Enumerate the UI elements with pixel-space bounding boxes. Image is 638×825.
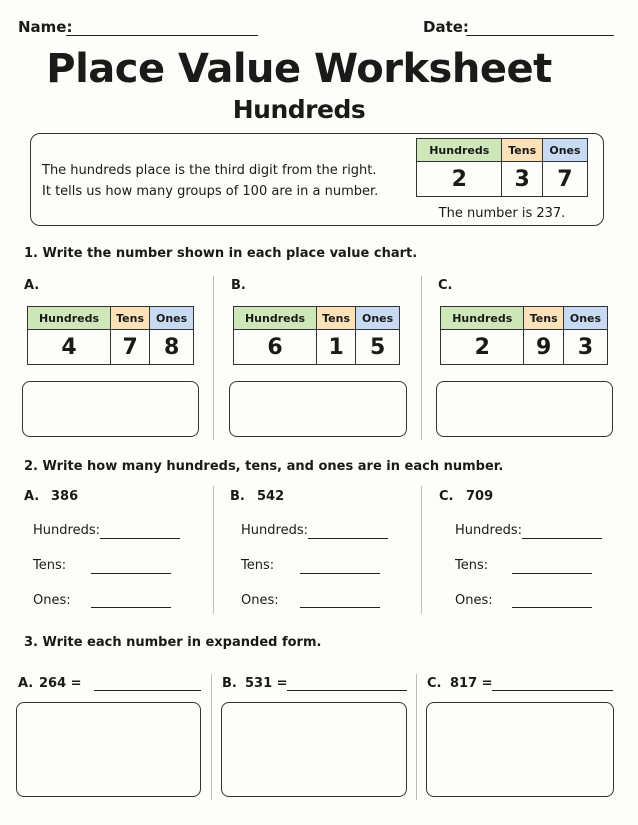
- q2-number-b: 542: [257, 489, 285, 504]
- q3-answer-line-c[interactable]: [492, 690, 613, 691]
- hundreds-header: Hundreds: [28, 307, 111, 330]
- q3-letter-c: C.: [427, 676, 442, 691]
- name-label: Name:: [18, 18, 73, 36]
- ones-answer-line-c[interactable]: [512, 607, 592, 608]
- intro-caption: The number is 237.: [438, 206, 566, 221]
- tens-header: Tens: [110, 307, 149, 330]
- tens-digit: 3: [502, 162, 542, 197]
- hundreds-digit: 4: [28, 330, 111, 365]
- q1-answer-box-a[interactable]: [22, 381, 199, 437]
- date-label: Date:: [423, 18, 469, 36]
- tens-label: Tens:: [241, 558, 275, 573]
- name-field[interactable]: [66, 35, 258, 36]
- ones-digit: 5: [356, 330, 400, 365]
- question-1-prompt: 1. Write the number shown in each place value chart.: [24, 246, 418, 261]
- q2-letter-a: A.: [24, 489, 40, 504]
- q3-letter-a: A.: [18, 676, 34, 691]
- column-divider: [213, 276, 214, 440]
- ones-label: Ones:: [241, 593, 279, 608]
- tens-digit: 7: [110, 330, 149, 365]
- column-divider: [421, 276, 422, 440]
- hundreds-header: Hundreds: [441, 307, 524, 330]
- worksheet-title: Place Value Worksheet: [46, 46, 552, 92]
- ones-label: Ones:: [33, 593, 71, 608]
- ones-header: Ones: [563, 307, 607, 330]
- worksheet-subtitle: Hundreds: [232, 95, 366, 124]
- tens-answer-line-a[interactable]: [91, 573, 171, 574]
- ones-digit: 8: [150, 330, 194, 365]
- tens-header: Tens: [524, 307, 563, 330]
- ones-header: Ones: [150, 307, 194, 330]
- hundreds-answer-line-b[interactable]: [308, 538, 388, 539]
- question-2-prompt: 2. Write how many hundreds, tens, and ones are in each number.: [24, 459, 504, 474]
- hundreds-label: Hundreds:: [455, 523, 522, 538]
- q3-work-box-b[interactable]: [221, 702, 407, 797]
- ones-digit: 3: [563, 330, 607, 365]
- hundreds-answer-line-a[interactable]: [100, 538, 180, 539]
- q2-number-c: 709: [466, 489, 494, 504]
- column-divider: [211, 674, 212, 800]
- tens-header: Tens: [316, 307, 355, 330]
- tens-header: Tens: [502, 139, 542, 162]
- tens-label: Tens:: [455, 558, 489, 573]
- intro-line-2: It tells us how many groups of 100 are in a number.: [42, 184, 379, 199]
- hundreds-answer-line-c[interactable]: [522, 538, 602, 539]
- q3-letter-b: B.: [222, 676, 237, 691]
- hundreds-header: Hundreds: [417, 139, 502, 162]
- hundreds-header: Hundreds: [234, 307, 317, 330]
- q3-expression-b: 531 =: [245, 676, 288, 691]
- q1-chart-c: [440, 306, 608, 365]
- ones-answer-line-b[interactable]: [300, 607, 380, 608]
- q3-expression-c: 817 =: [450, 676, 493, 691]
- ones-digit: 7: [542, 162, 587, 197]
- hundreds-label: Hundreds:: [33, 523, 100, 538]
- tens-digit: 1: [316, 330, 355, 365]
- q2-letter-c: C.: [439, 489, 454, 504]
- hundreds-label: Hundreds:: [241, 523, 308, 538]
- hundreds-digit: 2: [417, 162, 502, 197]
- q1-letter-b: B.: [231, 278, 246, 293]
- q3-answer-line-b[interactable]: [287, 690, 407, 691]
- column-divider: [416, 674, 417, 800]
- tens-answer-line-c[interactable]: [512, 573, 592, 574]
- q1-letter-c: C.: [438, 278, 453, 293]
- q1-letter-a: A.: [24, 278, 40, 293]
- question-3-prompt: 3. Write each number in expanded form.: [24, 635, 322, 650]
- q3-work-box-a[interactable]: [16, 702, 201, 797]
- ones-answer-line-a[interactable]: [91, 607, 171, 608]
- q3-expression-a: 264 =: [39, 676, 82, 691]
- q1-chart-b: [233, 306, 400, 365]
- q3-answer-line-a[interactable]: [94, 690, 201, 691]
- q2-number-a: 386: [51, 489, 79, 504]
- ones-label: Ones:: [455, 593, 493, 608]
- tens-digit: 9: [524, 330, 563, 365]
- tens-label: Tens:: [33, 558, 67, 573]
- hundreds-digit: 2: [441, 330, 524, 365]
- q1-answer-box-b[interactable]: [229, 381, 407, 437]
- date-field[interactable]: [466, 35, 614, 36]
- tens-answer-line-b[interactable]: [300, 573, 380, 574]
- q1-answer-box-c[interactable]: [436, 381, 613, 437]
- ones-header: Ones: [542, 139, 587, 162]
- q3-work-box-c[interactable]: [426, 702, 614, 797]
- column-divider: [213, 486, 214, 614]
- intro-place-value-chart: [416, 138, 588, 197]
- q2-letter-b: B.: [230, 489, 245, 504]
- hundreds-digit: 6: [234, 330, 317, 365]
- column-divider: [421, 486, 422, 614]
- ones-header: Ones: [356, 307, 400, 330]
- q1-chart-a: [27, 306, 194, 365]
- intro-line-1: The hundreds place is the third digit from the right.: [42, 163, 377, 178]
